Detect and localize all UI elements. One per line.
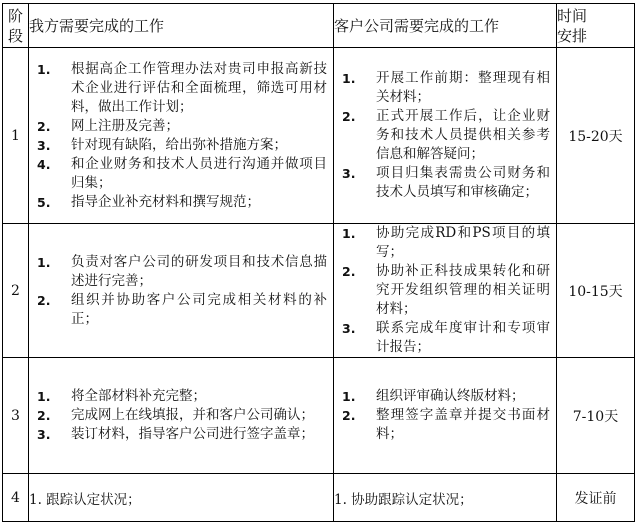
item-text: 将全部材料补充完整；	[71, 388, 206, 404]
client-work-list	[334, 387, 556, 444]
stage-number: 1	[3, 48, 29, 224]
item-text: 装订材料，指导客户公司进行签字盖章；	[71, 426, 314, 442]
time-arrangement: 7-10天	[557, 358, 635, 474]
list-item	[29, 291, 333, 329]
list-item	[29, 406, 333, 425]
item-text: 完成网上在线填报，并和客户公司确认；	[71, 407, 314, 423]
table-row-stage-4	[3, 474, 635, 522]
list-item	[334, 224, 556, 262]
list-item	[29, 193, 333, 212]
item-text: 根据高企工作管理办法对贵司申报高新技术企业进行评估和全面梳理，筛选可用材料，做出工作计划；	[71, 60, 327, 115]
our-work-cell: 1. 跟踪认定状况；	[29, 474, 334, 522]
list-item	[334, 262, 556, 319]
list-item	[334, 406, 556, 444]
item-text: 网上注册及完善；	[71, 117, 179, 134]
item-number: 1.	[37, 389, 51, 404]
item-number: 2.	[37, 118, 51, 134]
stage-number: 4	[3, 474, 29, 522]
item-number: 3.	[342, 321, 356, 336]
client-work-list	[334, 224, 556, 357]
client-work-cell	[334, 224, 557, 358]
list-item	[29, 117, 333, 136]
item-number: 3.	[37, 137, 51, 153]
header-stage-line2: 段	[7, 26, 23, 45]
list-item	[334, 319, 556, 357]
item-text: 开展工作前期：整理现有相关材料；	[376, 70, 550, 105]
header-our-work: 我方需要完成的工作	[29, 4, 334, 48]
header-time	[557, 4, 635, 48]
our-work-list	[29, 253, 333, 329]
list-item	[334, 164, 556, 202]
work-plan-table	[2, 3, 635, 522]
client-work-cell	[334, 358, 557, 474]
time-arrangement: 发证前	[557, 474, 635, 522]
header-stage	[3, 4, 29, 48]
item-number: 2.	[342, 264, 356, 279]
table-row-stage-2	[3, 224, 635, 358]
header-stage-line1: 阶	[7, 6, 23, 25]
list-item	[334, 107, 556, 164]
item-text: 指导企业补充材料和撰写规范；	[71, 193, 260, 210]
item-text: 协助补正科技成果转化和研究开发组织管理的相关证明材料；	[376, 263, 550, 317]
item-number: 5.	[37, 194, 51, 210]
item-number: 1.	[37, 254, 51, 270]
item-number: 2.	[342, 109, 356, 124]
client-work-cell	[334, 48, 557, 224]
item-number: 2.	[37, 408, 51, 423]
list-item	[29, 155, 333, 193]
time-arrangement: 15-20天	[557, 48, 635, 224]
stage-number: 3	[3, 358, 29, 474]
item-number: 4.	[37, 156, 51, 172]
item-number: 1.	[342, 226, 356, 241]
item-number: 1.	[37, 61, 51, 77]
list-item	[29, 387, 333, 406]
item-text: 和企业财务和技术人员进行沟通并做项目归集；	[71, 155, 327, 191]
item-text: 组织评审确认终版材料；	[376, 388, 525, 404]
header-client-work: 客户公司需要完成的工作	[334, 4, 557, 48]
client-work-cell: 1. 协助跟踪认定状况；	[334, 474, 557, 522]
item-text: 协助完成RD和PS项目的填写；	[376, 225, 550, 260]
stage-number: 2	[3, 224, 29, 358]
list-item	[29, 253, 333, 291]
item-text: 项目归集表需贵公司财务和技术人员填写和审核确定；	[376, 165, 550, 200]
list-item	[29, 425, 333, 444]
our-work-list	[29, 60, 333, 212]
client-work-list	[334, 69, 556, 202]
our-work-cell	[29, 48, 334, 224]
table-row-stage-3	[3, 358, 635, 474]
our-work-cell	[29, 224, 334, 358]
time-arrangement: 10-15天	[557, 224, 635, 358]
our-work-list	[29, 387, 333, 444]
item-number: 1.	[342, 71, 356, 86]
list-item	[334, 387, 556, 406]
item-text: 针对现有缺陷，给出弥补措施方案；	[71, 136, 287, 153]
item-text: 组织并协助客户公司完成相关材料的补正；	[71, 291, 327, 327]
table-row-stage-1	[3, 48, 635, 224]
item-number: 2.	[37, 292, 51, 308]
list-item	[334, 69, 556, 107]
item-text: 整理签字盖章并提交书面材料；	[376, 407, 550, 442]
item-text: 负责对客户公司的研发项目和技术信息描述进行完善；	[71, 253, 327, 289]
item-number: 1.	[342, 389, 356, 404]
item-number: 3.	[37, 427, 51, 442]
list-item	[29, 60, 333, 117]
item-text: 联系完成年度审计和专项审计报告；	[376, 320, 550, 355]
header-time-line2: 安排	[557, 26, 588, 45]
header-time-line1: 时间	[557, 6, 588, 25]
table-header-row	[3, 4, 635, 48]
our-work-cell	[29, 358, 334, 474]
item-number: 2.	[342, 408, 356, 423]
item-number: 3.	[342, 166, 356, 181]
list-item	[29, 136, 333, 155]
item-text: 正式开展工作后，让企业财务和技术人员提供相关参考信息和解答疑问；	[376, 108, 550, 162]
